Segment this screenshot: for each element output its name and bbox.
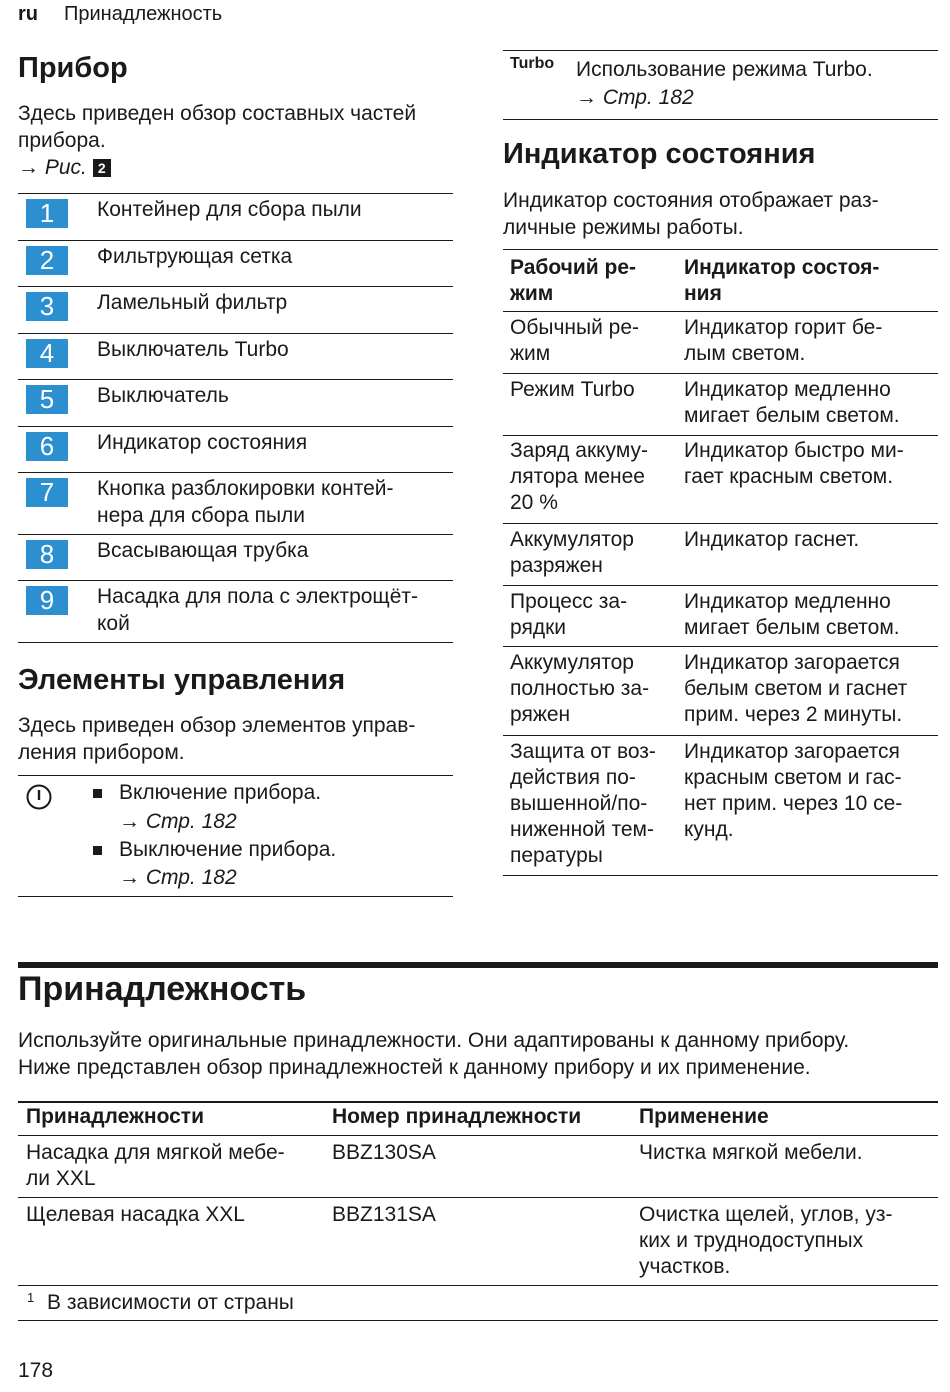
part-number-badge: 1	[26, 199, 68, 228]
parts-rule	[18, 580, 453, 581]
status-intro-line: личные режимы работы.	[503, 216, 744, 239]
status-mode-cell	[510, 650, 649, 728]
part-label-line: Фильтрующая сетка	[97, 245, 293, 268]
status-indicator-cell	[684, 377, 900, 429]
parts-rule	[18, 286, 453, 287]
status-mode-line: Заряд аккуму-	[510, 439, 648, 462]
status-indicator-line: прим. через 2 минуты.	[684, 703, 903, 726]
footnote-rule	[18, 1320, 938, 1321]
accessory-use-cell	[639, 1202, 892, 1280]
accessory-code-cell: BBZ130SA	[332, 1141, 436, 1164]
status-indicator-cell	[684, 315, 882, 367]
status-mode-cell	[510, 377, 635, 403]
status-indicator-line: Индикатор гаснет.	[684, 528, 860, 551]
footnote-mark: 1	[27, 1290, 35, 1305]
part-number-badge: 6	[26, 432, 68, 461]
turbo-text: Использование режима Turbo.	[576, 58, 873, 81]
accessory-use-cell	[639, 1140, 863, 1166]
parts-rule	[18, 379, 453, 380]
status-indicator-cell	[684, 650, 907, 728]
accessory-name-line: Насадка для мягкой мебе-	[26, 1141, 285, 1164]
accessories-intro	[18, 1027, 849, 1081]
status-header-line: ния	[684, 282, 722, 305]
part-number-badge: 7	[26, 478, 68, 507]
parts-rule	[18, 426, 453, 427]
status-table-rule	[503, 373, 938, 374]
section-title-controls: Элементы управления	[18, 664, 346, 696]
accessories-table-rule	[18, 1285, 938, 1286]
accessories-header-cell: Номер принадлежности	[332, 1105, 582, 1128]
turbo-ref[interactable]: → Стр. 182	[576, 86, 694, 109]
part-label	[97, 289, 447, 316]
status-table-rule	[503, 585, 938, 586]
part-label	[97, 196, 447, 223]
status-table-rule	[503, 646, 938, 647]
status-mode-cell	[510, 589, 627, 641]
controls-intro	[18, 712, 415, 766]
part-label	[97, 475, 447, 529]
status-indicator-cell	[684, 739, 902, 843]
status-indicator-line: Индикатор медленно	[684, 378, 891, 401]
status-mode-line: 20 %	[510, 491, 558, 514]
parts-rule	[18, 333, 453, 334]
pribor-intro-line: прибора.	[18, 129, 106, 152]
accessories-table-rule	[18, 1135, 938, 1136]
status-mode-line: ниженной тем-	[510, 818, 654, 841]
status-intro	[503, 187, 879, 241]
part-label-line: Всасывающая трубка	[97, 539, 309, 562]
status-header-line: Индикатор состоя-	[684, 256, 880, 279]
status-indicator-line: красным светом и гас-	[684, 766, 902, 789]
section-divider	[18, 962, 938, 968]
power-on-ref[interactable]: → Стр. 182	[119, 810, 237, 833]
part-label-line: Выключатель	[97, 384, 229, 407]
status-header-line: Рабочий ре-	[510, 256, 637, 279]
part-number-badge: 3	[26, 292, 68, 321]
status-mode-cell	[510, 315, 639, 367]
status-header-line: жим	[510, 282, 554, 305]
parts-rule	[18, 642, 453, 643]
controls-table-rule	[18, 775, 453, 776]
status-mode-line: Аккумулятор	[510, 528, 634, 551]
status-mode-line: разряжен	[510, 554, 603, 577]
status-mode-line: пературы	[510, 844, 603, 867]
status-mode-line: Защита от воз-	[510, 740, 656, 763]
parts-rule	[18, 472, 453, 473]
status-indicator-line: белым светом и гаснет	[684, 677, 908, 700]
turbo-label: Turbo	[510, 55, 555, 72]
status-table-rule	[503, 875, 938, 876]
accessory-use-line: Очистка щелей, углов, уз-	[639, 1203, 893, 1226]
part-label	[97, 537, 447, 564]
status-table-rule	[503, 311, 938, 312]
controls-intro-line: ления прибором.	[18, 741, 185, 764]
controls-table-rule	[18, 896, 453, 897]
accessory-name-cell	[26, 1202, 245, 1228]
status-table-rule	[503, 523, 938, 524]
status-indicator-line: мигает белым светом.	[684, 404, 900, 427]
status-indicator-line: Индикатор медленно	[684, 590, 891, 613]
pribor-intro-line: Здесь приведен обзор составных частей	[18, 102, 417, 125]
accessory-name-line: ли XXL	[26, 1167, 96, 1190]
power-off-text: Выключение прибора.	[119, 838, 337, 861]
status-indicator-cell	[684, 527, 859, 553]
running-header: Принадлежность	[64, 3, 223, 25]
section-title-pribor: Прибор	[18, 52, 128, 84]
part-number-badge: 5	[26, 385, 68, 414]
status-indicator-line: мигает белым светом.	[684, 616, 900, 639]
turbo-table-rule	[503, 119, 938, 120]
accessory-name-cell	[26, 1140, 285, 1192]
parts-rule	[18, 193, 453, 194]
part-label	[97, 429, 447, 456]
status-indicator-line: лым светом.	[684, 342, 806, 365]
status-mode-line: жим	[510, 342, 551, 365]
page-number: 178	[18, 1359, 54, 1382]
figure-number-badge: 2	[93, 159, 111, 177]
status-indicator-line: Индикатор быстро ми-	[684, 439, 904, 462]
status-indicator-line: нет прим. через 10 се-	[684, 792, 903, 815]
accessory-code-cell: BBZ131SA	[332, 1203, 436, 1226]
accessories-header-cell: Применение	[639, 1105, 769, 1128]
status-indicator-line: Индикатор загорается	[684, 651, 900, 674]
status-mode-line: Режим Turbo	[510, 378, 635, 401]
power-icon	[26, 784, 52, 810]
part-number-badge: 8	[26, 540, 68, 569]
figure-ref-text: Рис.	[44, 156, 87, 179]
status-indicator-line: Индикатор загорается	[684, 740, 900, 763]
status-mode-cell	[510, 527, 634, 579]
accessory-name-line: Щелевая насадка XXL	[26, 1203, 245, 1226]
status-mode-cell	[510, 438, 648, 516]
status-table-rule	[503, 735, 938, 736]
parts-rule	[18, 534, 453, 535]
status-mode-line: рядки	[510, 616, 566, 639]
status-indicator-cell	[684, 438, 904, 490]
status-intro-line: Индикатор состояния отображает раз-	[503, 189, 879, 212]
figure-reference[interactable]	[18, 154, 111, 181]
accessories-header-cell: Принадлежности	[26, 1105, 204, 1128]
part-label-line: Контейнер для сбора пыли	[97, 198, 362, 221]
status-indicator-cell	[684, 589, 900, 641]
part-label-line: нера для сбора пыли	[97, 504, 306, 527]
status-mode-line: лятора менее	[510, 465, 645, 488]
power-off-ref[interactable]: → Стр. 182	[119, 866, 237, 889]
part-number-badge: 9	[26, 586, 68, 615]
status-table-rule	[503, 435, 938, 436]
status-table-rule	[503, 249, 938, 250]
status-mode-line: Обычный ре-	[510, 316, 640, 339]
part-label	[97, 336, 447, 363]
part-label-line: Насадка для пола с электрощёт-	[97, 585, 418, 608]
section-title-accessories: Принадлежность	[18, 970, 307, 1008]
bullet-icon	[93, 789, 102, 798]
status-mode-line: действия по-	[510, 766, 636, 789]
status-mode-line: Процесс за-	[510, 590, 628, 613]
status-mode-line: ряжен	[510, 703, 571, 726]
part-label-line: Выключатель Turbo	[97, 338, 289, 361]
status-header-mode	[510, 255, 636, 307]
bullet-icon	[93, 846, 102, 855]
accessory-use-line: участков.	[639, 1255, 731, 1278]
status-indicator-line: кунд.	[684, 818, 734, 841]
parts-rule	[18, 240, 453, 241]
status-indicator-line: гает красным светом.	[684, 465, 894, 488]
part-label-line: Ламельный фильтр	[97, 291, 288, 314]
status-indicator-line: Индикатор горит бе-	[684, 316, 883, 339]
part-label	[97, 243, 447, 270]
arrow-icon: →	[18, 156, 39, 179]
status-mode-cell	[510, 739, 656, 869]
accessory-use-line: ких и труднодоступных	[639, 1229, 864, 1252]
part-number-badge: 2	[26, 246, 68, 275]
status-mode-line: вышенной/по-	[510, 792, 648, 815]
status-mode-line: Аккумулятор	[510, 651, 634, 674]
part-label	[97, 382, 447, 409]
power-on-text: Включение прибора.	[119, 781, 322, 804]
controls-intro-line: Здесь приведен обзор элементов управ-	[18, 714, 416, 737]
accessories-intro-line: Ниже представлен обзор принадлежностей к данному прибору и их применение.	[18, 1056, 811, 1079]
section-title-status: Индикатор состояния	[503, 138, 816, 170]
footnote-text: В зависимости от страны	[47, 1291, 294, 1314]
part-label	[97, 583, 447, 637]
accessories-table-rule	[18, 1101, 938, 1103]
language-code: ru	[18, 3, 38, 25]
part-label-line: Кнопка разблокировки контей-	[97, 477, 394, 500]
turbo-table-rule	[503, 50, 938, 51]
accessories-intro-line: Используйте оригинальные принадлежности. Они адаптированы к данному прибору.	[18, 1029, 850, 1052]
part-label-line: кой	[97, 612, 130, 635]
pribor-intro	[18, 100, 416, 154]
accessories-table-rule	[18, 1197, 938, 1198]
part-number-badge: 4	[26, 339, 68, 368]
status-mode-line: полностью за-	[510, 677, 650, 700]
status-header-indicator	[684, 255, 879, 307]
part-label-line: Индикатор состояния	[97, 431, 308, 454]
accessory-use-line: Чистка мягкой мебели.	[639, 1141, 863, 1164]
